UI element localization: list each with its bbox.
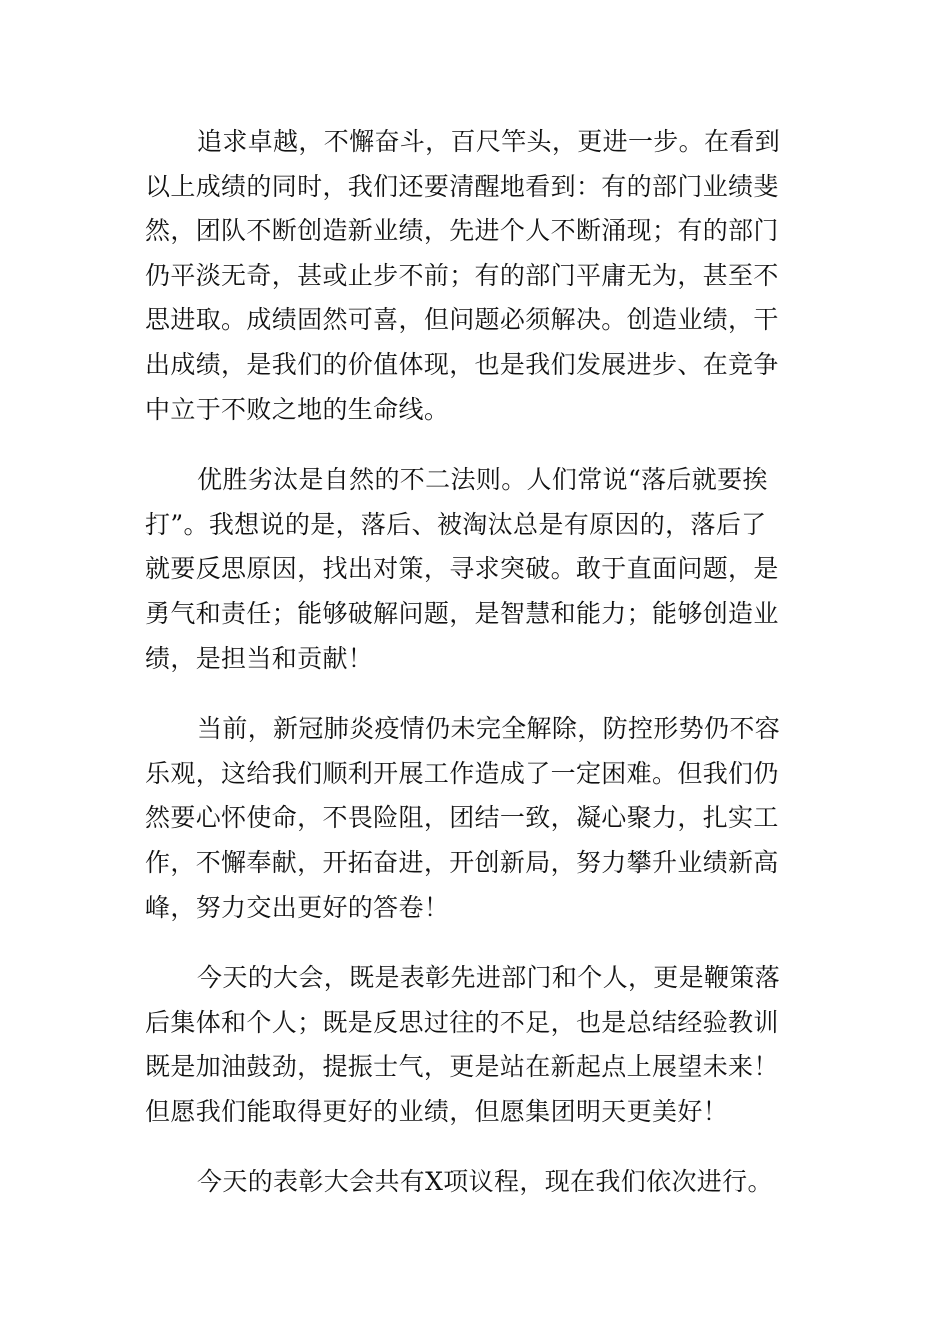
paragraph-line: 既是加油鼓劲，提振士气，更是站在新起点上展望未来！: [145, 1052, 779, 1082]
paragraph-line: 中立于不败之地的生命线。: [145, 394, 450, 424]
paragraph-line: 后集体和个人；既是反思过往的不足，也是总结经验教训: [145, 1007, 779, 1037]
paragraph-line: 就要反思原因，找出对策，寻求突破。敢于直面问题，是: [145, 554, 779, 584]
paragraph-1: [145, 120, 810, 432]
document-page: [145, 120, 810, 1231]
paragraph-4: [145, 956, 810, 1134]
paragraph-line: 以上成绩的同时，我们还要清醒地看到：有的部门业绩斐: [145, 171, 779, 201]
paragraph-line: 峰，努力交出更好的答卷！: [145, 892, 450, 922]
paragraph-2: [145, 458, 810, 681]
paragraph-line: 追求卓越，不懈奋斗，百尺竿头，更进一步。在看到: [197, 127, 781, 156]
paragraph-5: [145, 1160, 810, 1205]
paragraph-line: 出成绩，是我们的价值体现，也是我们发展进步、在竞争: [145, 349, 779, 379]
paragraph-line: 当前，新冠肺炎疫情仍未完全解除，防控形势仍不容: [197, 714, 781, 744]
paragraph-line: 优胜劣汰是自然的不二法则。人们常说“落后就要挨: [197, 465, 768, 495]
paragraph-line: 今天的大会，既是表彰先进部门和个人，更是鞭策落: [197, 963, 781, 993]
paragraph-line: 仍平淡无奇，甚或止步不前；有的部门平庸无为，甚至不: [145, 260, 779, 290]
paragraph-line: 但愿我们能取得更好的业绩，但愿集团明天更美好！: [145, 1096, 729, 1126]
paragraph-line: 绩，是担当和贡献！: [145, 643, 374, 673]
paragraph-line: 然，团队不断创造新业绩，先进个人不断涌现；有的部门: [145, 216, 779, 246]
paragraph-line: 打”。我想说的是，落后、被淘汰总是有原因的，落后了: [145, 509, 767, 539]
paragraph-line: 作，不懈奉献，开拓奋进，开创新局，努力攀升业绩新高: [145, 847, 779, 877]
paragraph-line: 思进取。成绩固然可喜，但问题必须解决。创造业绩，干: [145, 305, 779, 335]
paragraph-line: 勇气和责任；能够破解问题，是智慧和能力；能够创造业: [145, 598, 779, 628]
paragraph-3: [145, 707, 810, 930]
paragraph-line: 乐观，这给我们顺利开展工作造成了一定困难。但我们仍: [145, 758, 779, 788]
paragraph-line: 然要心怀使命，不畏险阻，团结一致，凝心聚力，扎实工: [145, 803, 779, 833]
paragraph-line: 今天的表彰大会共有X项议程，现在我们依次进行。: [197, 1167, 773, 1197]
